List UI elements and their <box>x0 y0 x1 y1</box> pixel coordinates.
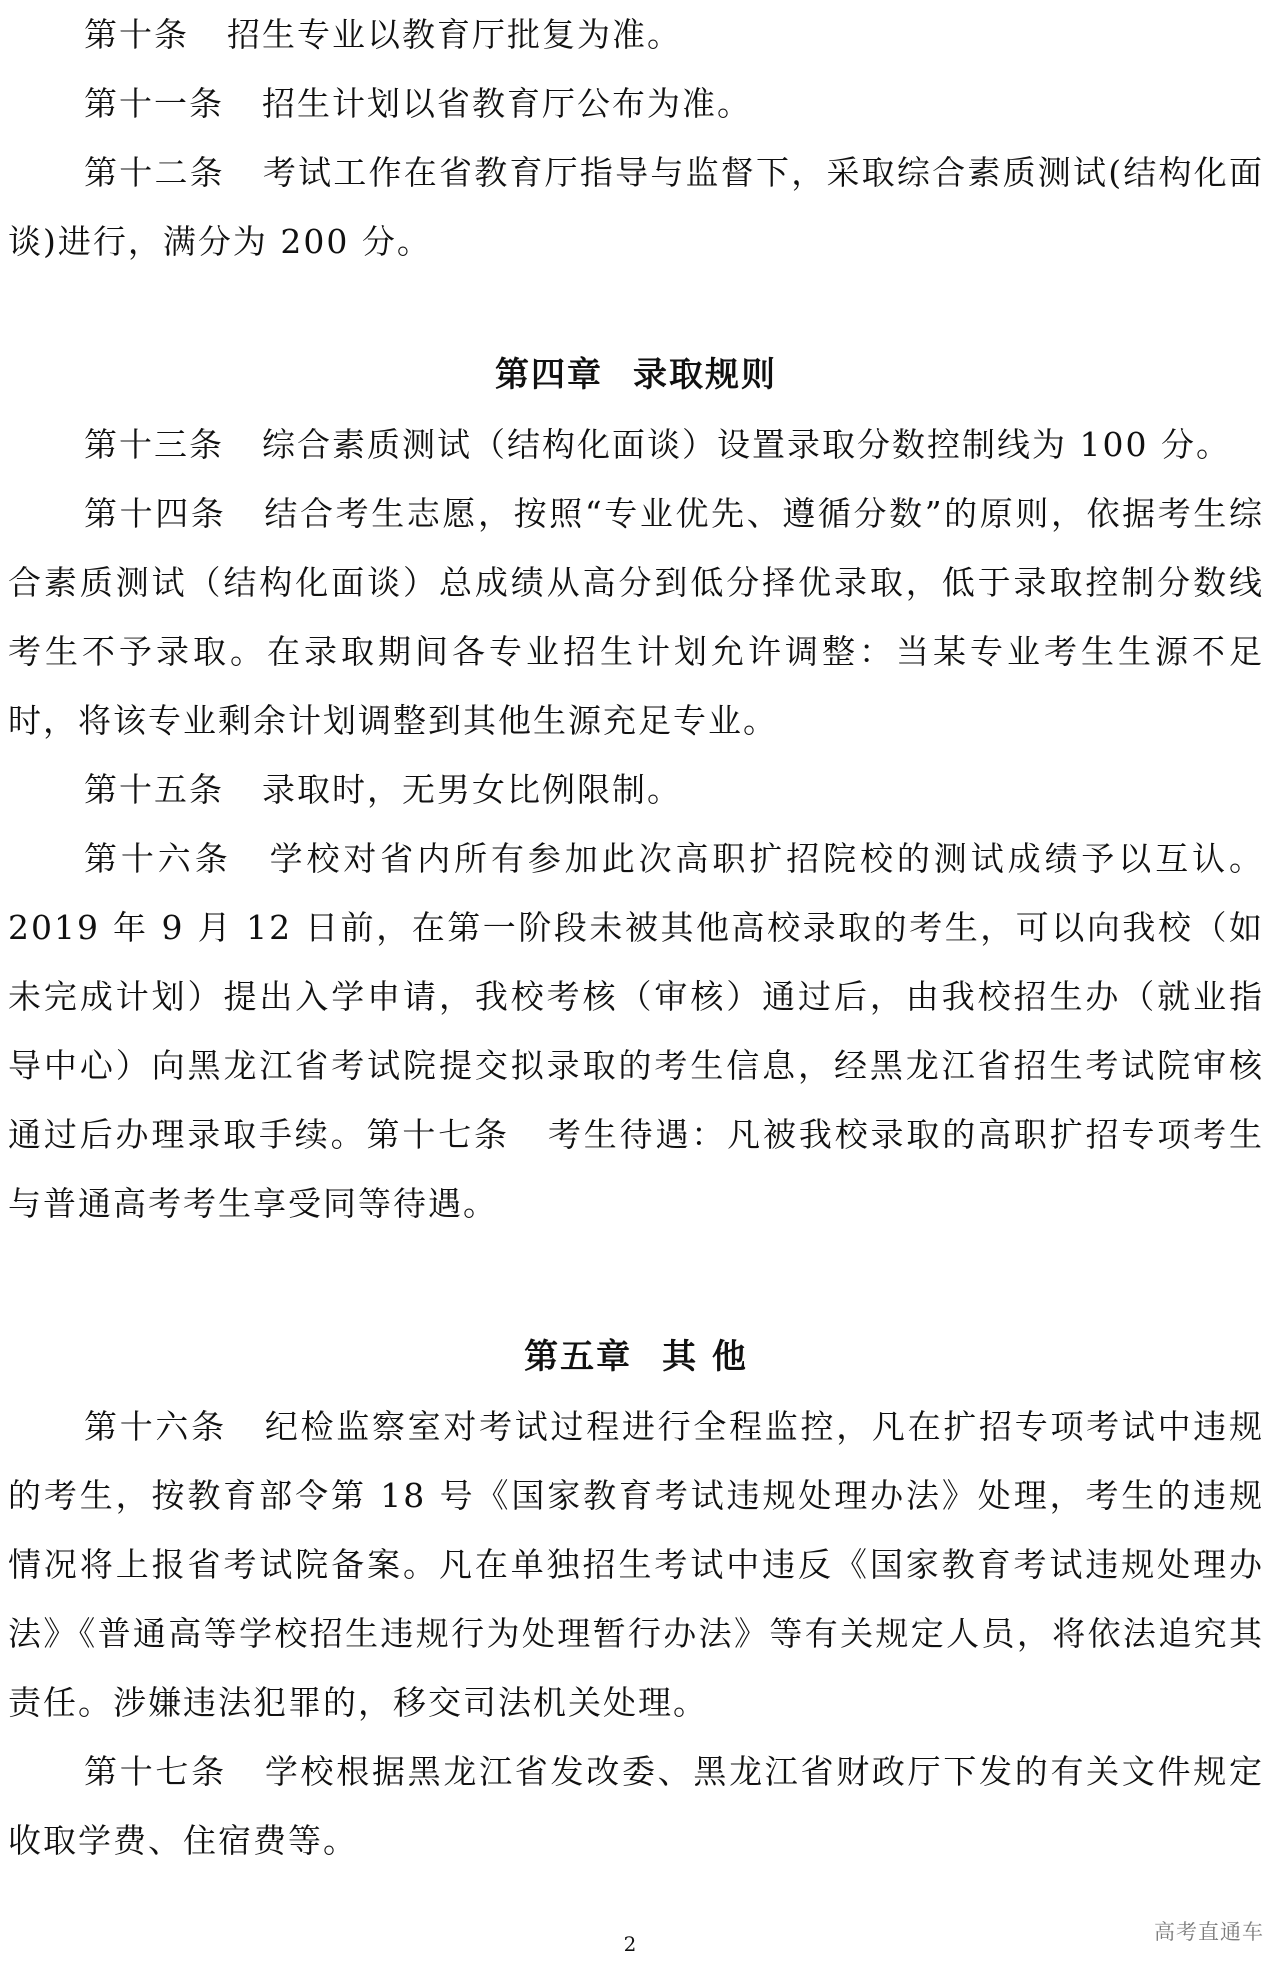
article-12 <box>8 138 1264 276</box>
article-10 <box>8 0 1264 69</box>
chapter-title: 其 他 <box>662 1337 748 1377</box>
watermark: 高考直通车 <box>1154 1920 1264 1944</box>
article-number: 第十七条 <box>84 1752 227 1791</box>
inline-article-number: 第十七条 <box>366 1115 510 1154</box>
article-number: 第十四条 <box>84 494 227 533</box>
article-text: 结合考生志愿，按照“专业优先、遵循分数”的原则，依据考生综合素质测试（结构化面谈）总成绩从高分到低分择优录取，低于录取控制分数线考生不予录取。在录取期间各专业招生计划允许调整：当某专业考生生源不足时，将该专业剩余计划调整到其他生源充足专业。 <box>8 494 1264 740</box>
article-text: 学校对省内所有参加此次高职扩招院校的测试成绩予以互认。2019 年 9 月 12 日前，在第一阶段未被其他高校录取的考生，可以向我校（如未完成计划）提出入学申请，我校考核（审核）通过后，由我校招生办（就业指导中心）向黑龙江省考试院提交拟录取的考生信息，经黑龙江省招生考试院审核通过后办理录取手续。 <box>8 839 1265 1154</box>
article-16 <box>8 824 1264 1238</box>
article-text: 考试工作在省教育厅指导与监督下，采取综合素质测试(结构化面谈)进行，满分为 200 分。 <box>8 153 1264 261</box>
article-number: 第十二条 <box>84 153 225 192</box>
article-13 <box>8 410 1264 479</box>
article-number: 第十条 <box>84 15 189 54</box>
chapter-title: 录取规则 <box>633 355 777 395</box>
article-number: 第十一条 <box>84 84 224 123</box>
chapter-number: 第五章 <box>524 1337 633 1377</box>
article-number: 第十三条 <box>84 425 224 464</box>
article-text: 招生计划以省教育厅公布为准。 <box>262 84 752 123</box>
article-16-ch5 <box>8 1392 1264 1737</box>
article-text: 学校根据黑龙江省发改委、黑龙江省财政厅下发的有关文件规定收取学费、住宿费等。 <box>8 1752 1265 1860</box>
article-number: 第十五条 <box>84 770 224 809</box>
article-14 <box>8 479 1264 755</box>
article-15 <box>8 755 1264 824</box>
article-text: 纪检监察室对考试过程进行全程监控，凡在扩招专项考试中违规的考生，按教育部令第 18 号《国家教育考试违规处理办法》处理，考生的违规情况将上报省考试院备案。凡在单独招生考试中违反《国家教育考试违规处理办法》《普通高等学校招生违规行为处理暂行办法》等有关规定人员，将依法追究其责任。涉嫌违法犯罪的，移交司法机关处理。 <box>8 1407 1265 1722</box>
article-number: 第十六条 <box>84 839 232 878</box>
chapter-4-heading <box>8 341 1264 410</box>
inline-article-text: 考生待遇：凡被我校录取的高职扩招专项考生与普通高考考生享受同等待遇。 <box>8 1115 1265 1223</box>
page-number: 2 <box>623 1932 637 1956</box>
chapter-5-heading <box>8 1323 1264 1392</box>
document-body <box>8 0 1264 1875</box>
article-text: 综合素质测试（结构化面谈）设置录取分数控制线为 100 分。 <box>262 425 1231 464</box>
article-17-ch5 <box>8 1737 1264 1875</box>
article-text: 录取时，无男女比例限制。 <box>262 770 682 809</box>
chapter-number: 第四章 <box>495 355 603 395</box>
article-11 <box>8 69 1264 138</box>
article-text: 招生专业以教育厅批复为准。 <box>227 15 682 54</box>
article-number: 第十六条 <box>84 1407 227 1446</box>
